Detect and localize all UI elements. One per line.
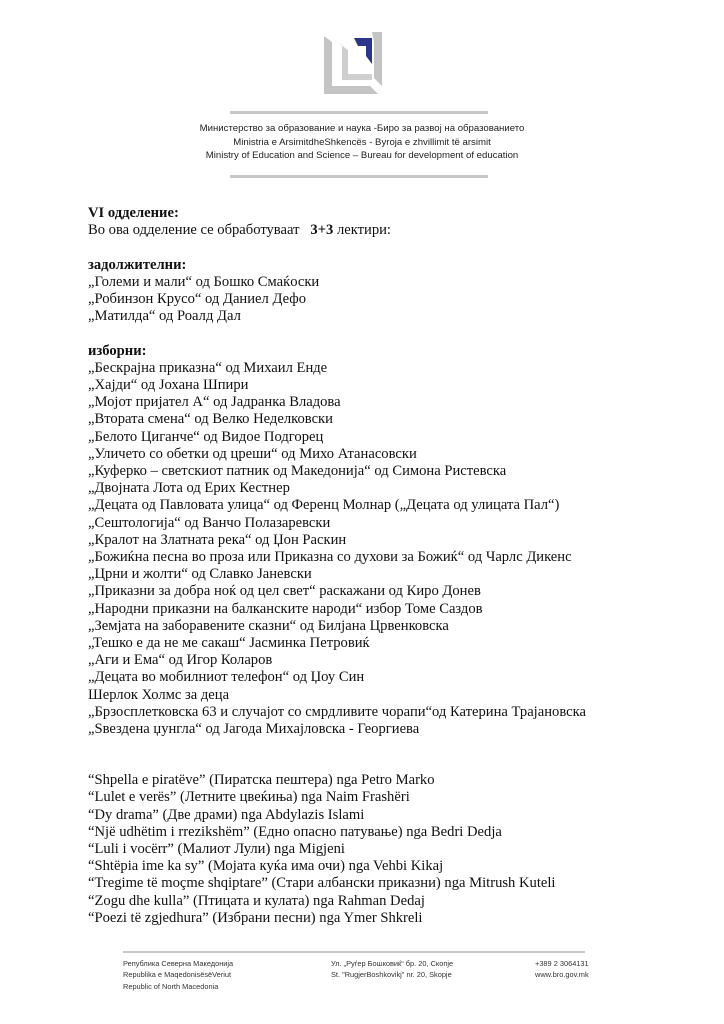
- header-bottom-rule: [230, 175, 488, 178]
- list-item: „Робинзон Крусо“ од Даниел Дефо: [88, 291, 306, 307]
- list-item: “Zogu dhe kulla” (Птицата и кулата) nga Rahman Dedaj: [88, 892, 425, 909]
- mandatory-list: [88, 274, 586, 326]
- list-item: “Shtëpia ime ka sy” (Мојата куќа има очи) nga Vehbi Kikaj: [88, 858, 444, 875]
- intro-prefix: Во ова одделение се обработуваат: [88, 222, 300, 239]
- header-top-rule: [230, 111, 488, 114]
- list-item: „Тешко е да не ме сакаш“ Јасминка Петровиќ: [88, 635, 370, 652]
- list-item: „Мојот пријател А“ од Јадранка Владова: [88, 394, 341, 411]
- footer-rule: [123, 951, 585, 953]
- footer-contact: [535, 958, 589, 981]
- list-item: „Земјата на заборавените сказни“ од Билјана Црвенковска: [88, 617, 449, 634]
- optional-label: изборни:: [88, 342, 147, 359]
- footer-country-mk: Република Северна Македонија: [123, 959, 234, 968]
- list-item: „Големи и мали“ од Бошко Смаќоски: [88, 273, 320, 290]
- list-item: „Приказни за добра ноќ од цел свет“ раскажани од Киро Донев: [88, 583, 481, 600]
- footer-country: [123, 958, 233, 992]
- logo-blue-shape: [354, 38, 372, 64]
- grade-title: VI одделение:: [88, 205, 179, 221]
- intro-suffix: лектири:: [336, 222, 391, 239]
- footer-website[interactable]: www.bro.gov.mk: [535, 970, 589, 980]
- footer-phone: +389 2 3064131: [535, 959, 589, 968]
- list-item: „Брзосплетковска 63 и случајот со смрдливите чорапи“од Катерина Трајановска: [88, 703, 586, 720]
- list-item: „Децата во мобилниот телефон“ од Џоу Син: [88, 669, 365, 686]
- list-item: „Децата од Павловата улица“ од Ференц Молнар („Децата од улицата Пал“): [88, 497, 560, 514]
- header-line-en: Ministry of Education and Science – Bureau for development of education: [205, 150, 519, 161]
- list-item: „Матилда“ од Роалд Дал: [88, 308, 241, 325]
- list-item: „Божиќна песна во проза или Приказна со духови за Божиќ“ од Чарлс Дикенс: [88, 549, 572, 566]
- list-item: „Аги и Ема“ од Игор Коларов: [88, 652, 273, 669]
- list-item: „Црни и жолти“ од Славко Јаневски: [88, 566, 312, 583]
- list-item: „Куферко – светскиот патник од Македонија“ од Симона Ристевска: [88, 463, 507, 480]
- footer-address-sq: St. "RugjerBoshkovikj" nr. 20, Skopje: [331, 970, 452, 980]
- list-item: „Ѕвездена џунгла“ од Јагода Михајловска - Георгиева: [88, 721, 420, 738]
- list-item: „Белото Циганче“ од Видое Подгорец: [88, 428, 324, 445]
- list-item: “Poezi të zgjedhura” (Избрани песни) nga Ymer Shkreli: [88, 909, 423, 926]
- list-item: „Двојната Лота од Ерих Кестнер: [88, 480, 290, 497]
- list-item: „Сештологија“ од Ванчо Полазаревски: [88, 514, 331, 531]
- list-item: „Втората смена“ од Велко Неделковски: [88, 411, 333, 428]
- footer-country-sq: Republika e MaqedonisësëVeriut: [123, 970, 232, 980]
- list-item: “Shpella e piratëve” (Пиратска пештера) nga Petro Marko: [88, 772, 435, 789]
- intro-count: 3+3: [310, 222, 334, 239]
- list-item: “Një udhëtim i rrezikshëm” (Едно опасно патување) nga Bedri Dedja: [88, 823, 502, 840]
- document-body: [88, 205, 586, 927]
- footer-country-en: Republic of North Macedonia: [123, 981, 219, 991]
- list-item: „Бескрајна приказна“ од Михаил Енде: [88, 359, 328, 376]
- ministry-logo: [320, 30, 402, 96]
- list-item: „Хајди“ од Јохана Шпири: [88, 377, 249, 393]
- list-item: „Уличето со обетки од цреши“ од Михо Атанасовски: [88, 445, 417, 462]
- list-item: „Кралот на Златната река“ од Џон Раскин: [88, 531, 347, 548]
- mandatory-label: задолжителни:: [88, 256, 187, 273]
- list-item: Шерлок Холмс за деца: [88, 686, 230, 703]
- list-item: „Народни приказни на балканските народи“ избор Томе Саздов: [88, 600, 483, 617]
- albanian-list: [88, 772, 586, 927]
- optional-list: [88, 360, 586, 738]
- footer-address-mk: Ул. „Руѓер Бошковиќ“ бр. 20, Скопје: [331, 959, 454, 968]
- header-line-mk: Министерство за образование и наука -Биро за развој на образованието: [199, 123, 525, 134]
- header-line-sq: Ministria e ArsimitdheShkencës - Byroja e zhvillimit të arsimit: [233, 136, 491, 148]
- list-item: “Tregime të moçme shqiptare” (Стари албански приказни) nga Mitrush Kuteli: [88, 875, 556, 892]
- footer-address: [331, 958, 453, 981]
- list-item: “Dy drama” (Две драми) nga Abdylazis Islami: [88, 806, 365, 823]
- header-text: [0, 122, 724, 163]
- logo-right-shape: [372, 32, 382, 86]
- list-item: “Lulet e verës” (Летните цвеќиња) nga Naim Frashëri: [88, 789, 410, 806]
- list-item: “Luli i vocërr” (Малиот Лули) nga Migjeni: [88, 841, 345, 858]
- intro-line: [88, 222, 586, 239]
